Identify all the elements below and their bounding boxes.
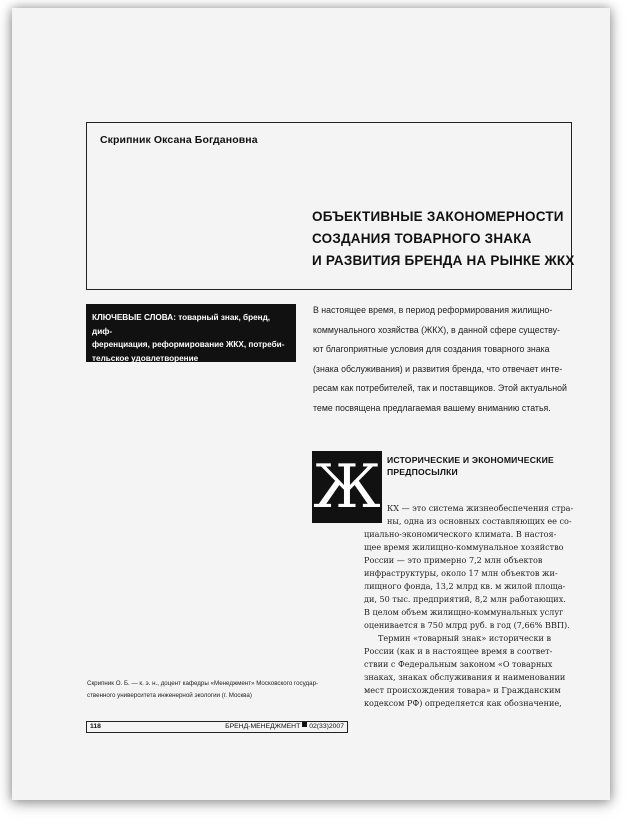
page-number: 118: [90, 723, 101, 730]
title-line: СОЗДАНИЯ ТОВАРНОГО ЗНАКА: [312, 231, 532, 246]
author-name: Скрипник Оксана Богдановна: [100, 134, 258, 146]
body-line: инфраструктуры, около 17 млн объектов жи-: [364, 568, 558, 578]
body-text: [364, 528, 570, 710]
journal-name: БРЕНД-МЕНЕДЖМЕНТ: [225, 723, 301, 730]
lead-line: В настоящее время, в период реформирования жилищно-: [313, 305, 553, 315]
body-line: оценивается в 750 млрд руб. в год (7,66% ВВП).: [364, 620, 570, 630]
journal-issue: 02(33)2007: [309, 723, 344, 730]
lead-line: (знака обслуживания) и развития бренда, что отвечает инте-: [313, 363, 563, 374]
magazine-page: [12, 8, 610, 800]
lead-line: теме посвящена предлагаемая вашему вниманию статья.: [313, 402, 551, 413]
section-heading-line: ПРЕДПОСЫЛКИ: [387, 467, 458, 477]
body-line: России (как и в настоящее время в соответ-: [364, 646, 553, 656]
body-line: ны, одна из основных составляющих ее со-: [387, 516, 572, 526]
bio-line: ственного университета инженерной экологии (г. Москва): [87, 692, 252, 699]
body-line: ди, 50 тыс. предприятий, 8,2 млн работающих.: [364, 594, 566, 604]
body-line: циально-экономического климата. В настоя-: [364, 529, 557, 539]
lead-paragraph: [313, 301, 571, 419]
author-bio: [87, 678, 347, 702]
keywords-line: тельское удовлетворение: [92, 353, 199, 363]
body-line: ствии с Федеральным законом «О товарных: [364, 659, 553, 669]
lead-line: ресам как потребителей, так и поставщиков. Этой актуальной: [313, 383, 567, 394]
section-heading-line: ИСТОРИЧЕСКИЕ И ЭКОНОМИЧЕСКИЕ: [387, 455, 554, 465]
lead-line: ют благоприятные условия для создания товарного знака: [313, 344, 550, 355]
body-line: мест происхождения товара» и Гражданским: [364, 685, 561, 695]
page-footer: [86, 721, 348, 733]
body-line: щее время жилищно-коммунальное хозяйство: [364, 542, 564, 552]
body-line: знаках, знаках обслуживания и наименовании: [364, 672, 566, 682]
title-line: ОБЪЕКТИВНЫЕ ЗАКОНОМЕРНОСТИ: [312, 209, 564, 224]
journal-info: [225, 722, 344, 732]
bio-line: Скрипник О. Б. — к. э. н., доцент кафедры «Менеджмент» Московского государ-: [87, 680, 319, 687]
keywords-line: КЛЮЧЕВЫЕ СЛОВА: товарный знак, бренд, диф-: [92, 313, 271, 336]
body-text-beside-dropcap: [387, 502, 574, 528]
body-line: кодексом РФ) определяется как обозначение,: [364, 698, 562, 708]
dropcap-letter: Ж: [313, 452, 381, 522]
keywords-box: [86, 304, 296, 362]
section-heading: [387, 454, 572, 478]
keywords-line: ференциация, реформирование ЖКХ, потреби-: [92, 340, 285, 349]
body-line: лищного фонда, 13,2 млрд кв. м жилой площа-: [364, 581, 566, 591]
article-title: [312, 206, 575, 272]
body-line: России — это примерно 7,2 млн объектов: [364, 555, 543, 565]
lead-line: коммунального хозяйства (ЖКХ), в данной сфере существу-: [313, 324, 560, 335]
body-line: В целом объем жилищно-коммунальных услуг: [364, 607, 564, 617]
title-line: И РАЗВИТИЯ БРЕНДА НА РЫНКЕ ЖКХ: [312, 253, 575, 268]
square-bullet-icon: [302, 722, 307, 727]
body-line: Термин «товарный знак» исторически в: [378, 633, 552, 643]
body-line: КХ — это система жизнеобеспечения стра-: [387, 503, 574, 513]
